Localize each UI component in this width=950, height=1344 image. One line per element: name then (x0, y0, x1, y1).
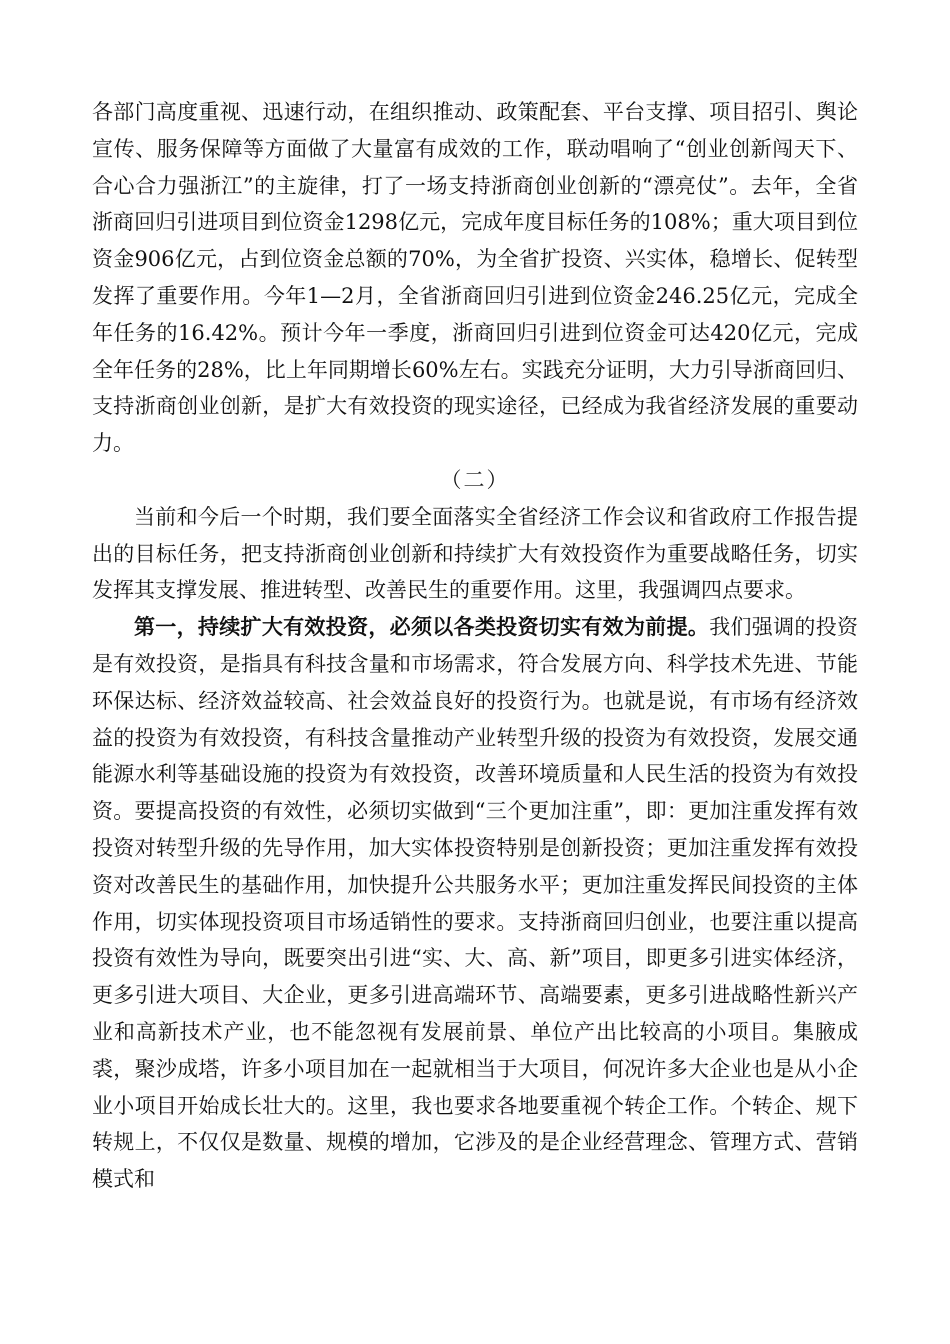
body-paragraph-2: 当前和今后一个时期，我们要全面落实全省经济工作会议和省政府工作报告提出的目标任务，把支持浙商创业创新和持续扩大有效投资作为重要战略任务，切实发挥其支撑发展、推进转型、改善民生的重要作用。这里，我强调四点要求。 (92, 504, 858, 603)
paragraph-3-lead-sentence: 第一，持续扩大有效投资，必须以各类投资切实有效为前提。 (134, 614, 710, 640)
paragraph-3-body: 我们强调的投资是有效投资，是指具有科技含量和市场需求，符合发展方向、科学技术先进、节能环保达标、经济效益较高、社会效益良好的投资行为。也就是说，有市场有经济效益的投资为有效投资，有科技含量推动产业转型升级的投资为有效投资，发展交通能源水利等基础设施的投资为有效投资，改善环境质量和人民生活的投资为有效投资。要提高投资的有效性，必须切实做到“三个更加注重”，即：更加注重发挥有效投资对转型升级的先导作用，加大实体投资特别是创新投资；更加注重发挥有效投资对改善民生的基础作用，加快提升公共服务水平；更加注重发挥民间投资的主体作用，切实体现投资项目市场适销性的要求。支持浙商回归创业，也要注重以提高投资有效性为导向，既要突出引进“实、大、高、新”项目，即更多引进实体经济，更多引进大项目、大企业，更多引进高端环节、高端要素，更多引进战略性新兴产业和高新技术产业，也不能忽视有发展前景、单位产出比较高的小项目。集腋成裘，聚沙成塔，许多小项目加在一起就相当于大项目，何况许多大企业也是从小企业小项目开始成长壮大的。这里，我也要求各地要重视个转企工作。个转企、规下转规上，不仅仅是数量、规模的增加，它涉及的是企业经营理念、管理方式、营销模式和 (92, 615, 859, 1192)
body-paragraph-3 (92, 609, 858, 1198)
section-heading: （二） (440, 467, 510, 492)
document-page (92, 94, 858, 1198)
body-paragraph-1: 各部门高度重视、迅速行动，在组织推动、政策配套、平台支撑、项目招引、舆论宣传、服务保障等方面做了大量富有成效的工作，联动唱响了“创业创新闯天下、合心合力强浙江”的主旋律，打了一场支持浙商创业创新的“漂亮仗”。去年，全省浙商回归引进项目到位资金1298亿元，完成年度目标任务的108%；重大项目到位资金906亿元，占到位资金总额的70%，为全省扩投资、兴实体，稳增长、促转型发挥了重要作用。今年1—2月，全省浙商回归引进到位资金246.25亿元，完成全年任务的16.42%。预计今年一季度，浙商回归引进到位资金可达420亿元，完成全年任务的28%，比上年同期增长60%左右。实践充分证明，大力引导浙商回归、支持浙商创业创新，是扩大有效投资的现实途径，已经成为我省经济发展的重要动力。 (92, 100, 858, 456)
